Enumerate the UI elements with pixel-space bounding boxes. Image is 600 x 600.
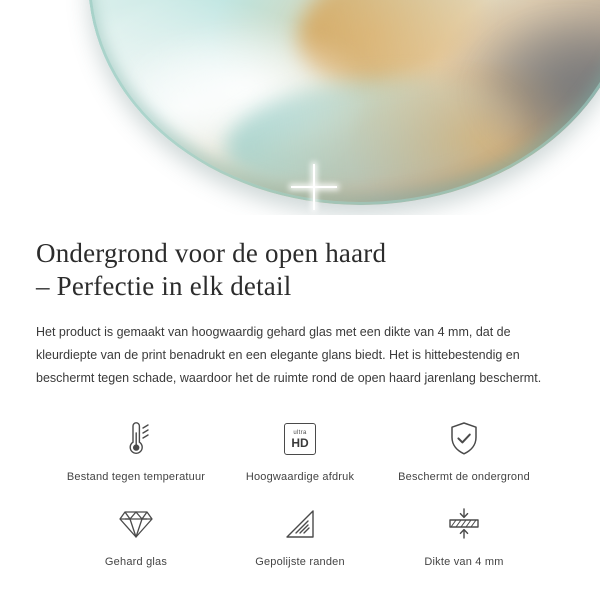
glass-disc-graphic [88,0,600,205]
content-block [0,215,600,568]
feature-label: Hoogwaardige afdruk [245,471,355,484]
shield-check-icon [441,416,487,462]
feature-label: Gehard glas [104,556,168,569]
feature-item-surface-protection [382,416,546,483]
feature-label: Bestand tegen temperatuur [66,471,206,484]
hero-image [0,0,600,215]
polished-edges-icon [277,501,323,547]
feature-label: Beschermt de ondergrond [398,471,530,484]
feature-item-temperature [54,416,218,483]
description-paragraph: Het product is gemaakt van hoogwaardig gehard glas met een dikte van 4 mm, dat de kleurdiepte van de print benadrukt en een elegante glans biedt. Het is hittebestendig en beschermt tegen schade, waardoor het de ruimte rond de open haard jarenlang beschermt. [36,324,542,386]
ultra-hd-icon [277,416,323,462]
feature-label: Gepolijste randen [255,556,345,569]
ultra-hd-small-text: ultra [293,429,307,436]
thickness-arrows-icon [441,501,487,547]
feature-item-polished-edges [218,501,382,568]
feature-label: Dikte van 4 mm [424,556,504,569]
feature-grid [36,416,564,568]
diamond-icon [113,501,159,547]
page-title [36,237,564,303]
thermometer-icon [113,416,159,462]
feature-item-tempered-glass [54,501,218,568]
feature-item-print-quality [218,416,382,483]
feature-item-thickness [382,501,546,568]
glass-edge [88,0,600,205]
page-title-line-1: Ondergrond voor de open haard [36,238,387,268]
ultra-hd-big-text: HD [291,435,309,450]
page-title-line-2: – Perfectie in elk detail [36,270,292,301]
